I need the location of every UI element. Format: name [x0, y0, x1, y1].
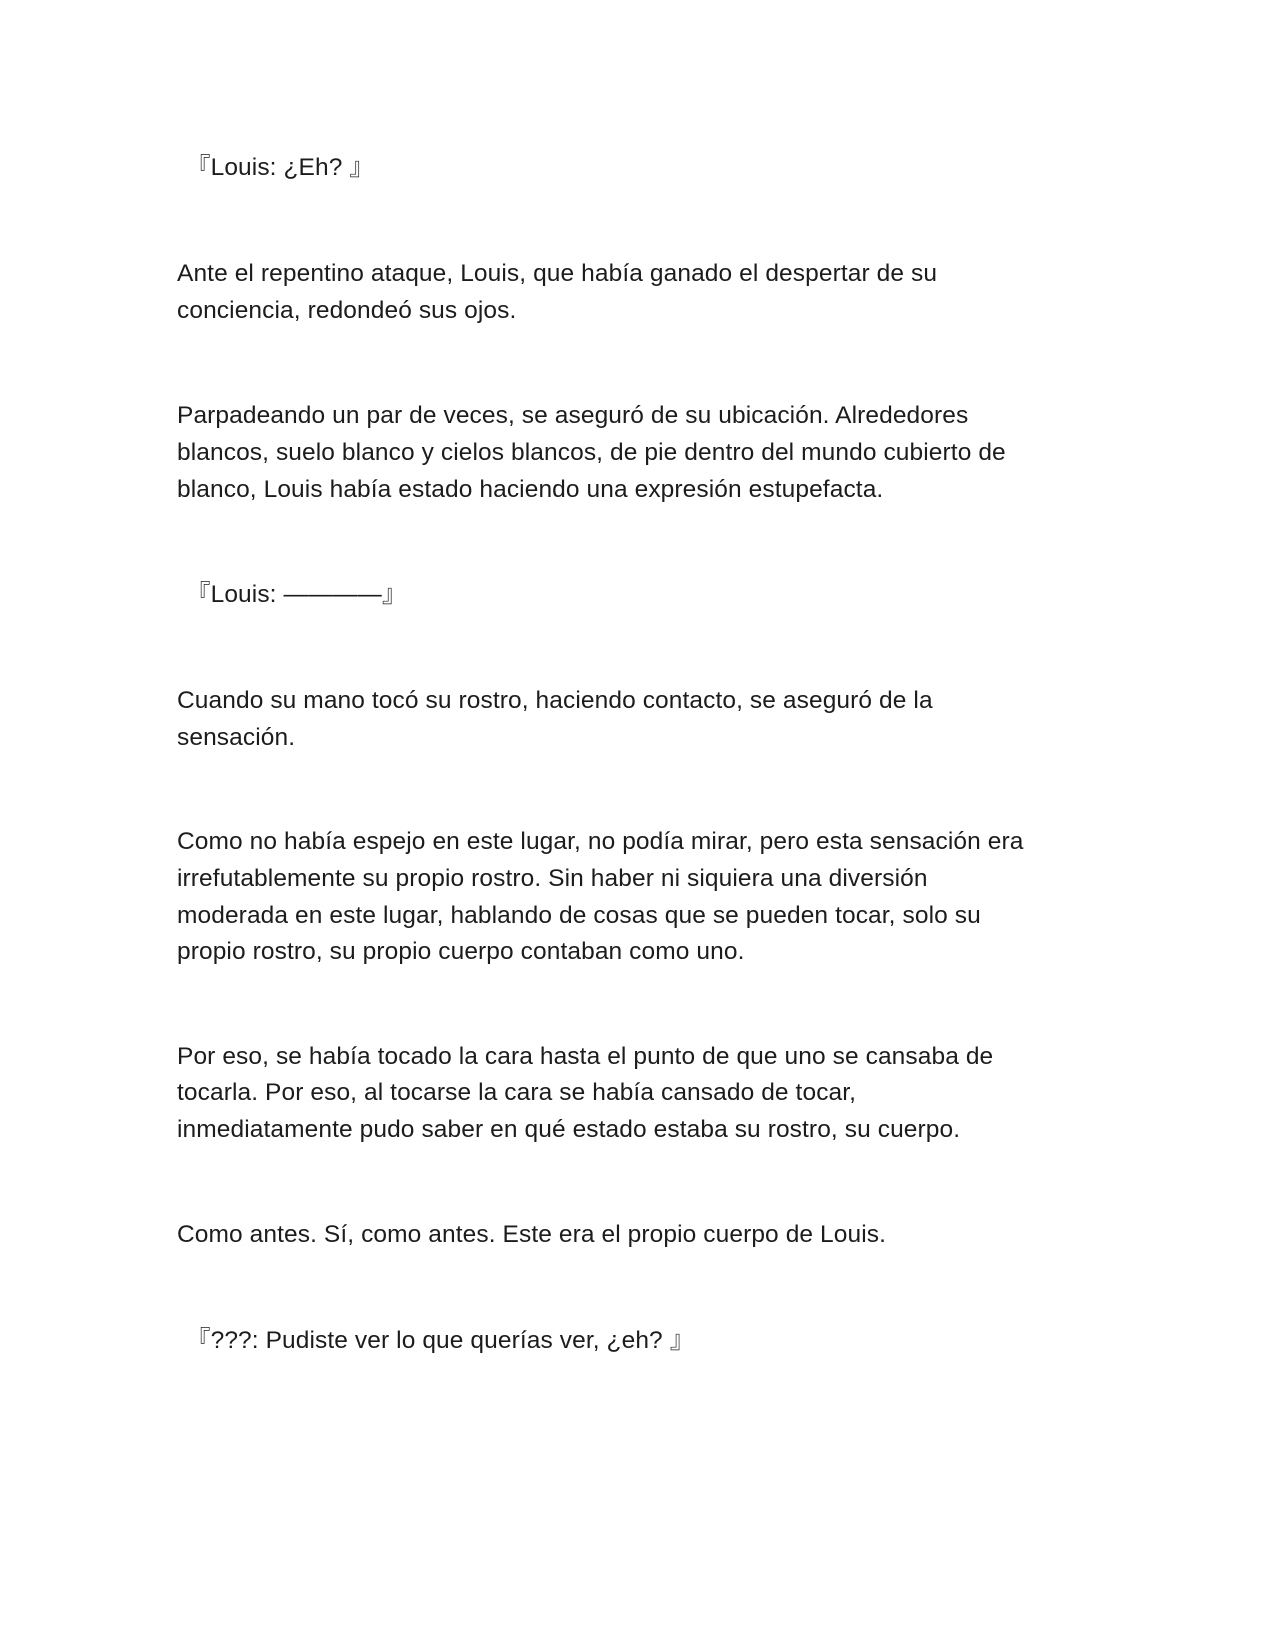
dialogue-line: 『Louis: ————』 — [186, 581, 407, 608]
narration-line: blancos, suelo blanco y cielos blancos, de pie dentro del mundo cubierto de — [177, 439, 1006, 466]
narration-line: Como antes. Sí, como antes. Este era el propio cuerpo de Louis. — [177, 1221, 887, 1248]
narration-line: Cuando su mano tocó su rostro, haciendo contacto, se aseguró de la — [177, 687, 933, 714]
narration-line: Por eso, se había tocado la cara hasta el punto de que uno se cansaba de — [177, 1043, 994, 1070]
narration-line: Como no había espejo en este lugar, no podía mirar, pero esta sensación era — [177, 828, 1024, 855]
narration-line: moderada en este lugar, hablando de cosas que se pueden tocar, solo su — [177, 902, 981, 929]
narration-line: Ante el repentino ataque, Louis, que había ganado el despertar de su — [177, 260, 938, 287]
narration-line: blanco, Louis había estado haciendo una expresión estupefacta. — [177, 476, 884, 503]
narration-line: irrefutablemente su propio rostro. Sin haber ni siquiera una diversión — [177, 865, 928, 892]
narration-line: tocarla. Por eso, al tocarse la cara se había cansado de tocar, — [177, 1079, 857, 1106]
narration-line: inmediatamente pudo saber en qué estado estaba su rostro, su cuerpo. — [177, 1116, 961, 1143]
dialogue-line: 『???: Pudiste ver lo que querías ver, ¿eh? 』 — [186, 1327, 695, 1354]
narration-line: Parpadeando un par de veces, se aseguró de su ubicación. Alrededores — [177, 402, 969, 429]
narration-line: conciencia, redondeó sus ojos. — [177, 297, 517, 324]
narration-line: sensación. — [177, 724, 296, 751]
narration-line: propio rostro, su propio cuerpo contaban como uno. — [177, 938, 745, 965]
dialogue-line: 『Louis: ¿Eh? 』 — [186, 154, 374, 181]
